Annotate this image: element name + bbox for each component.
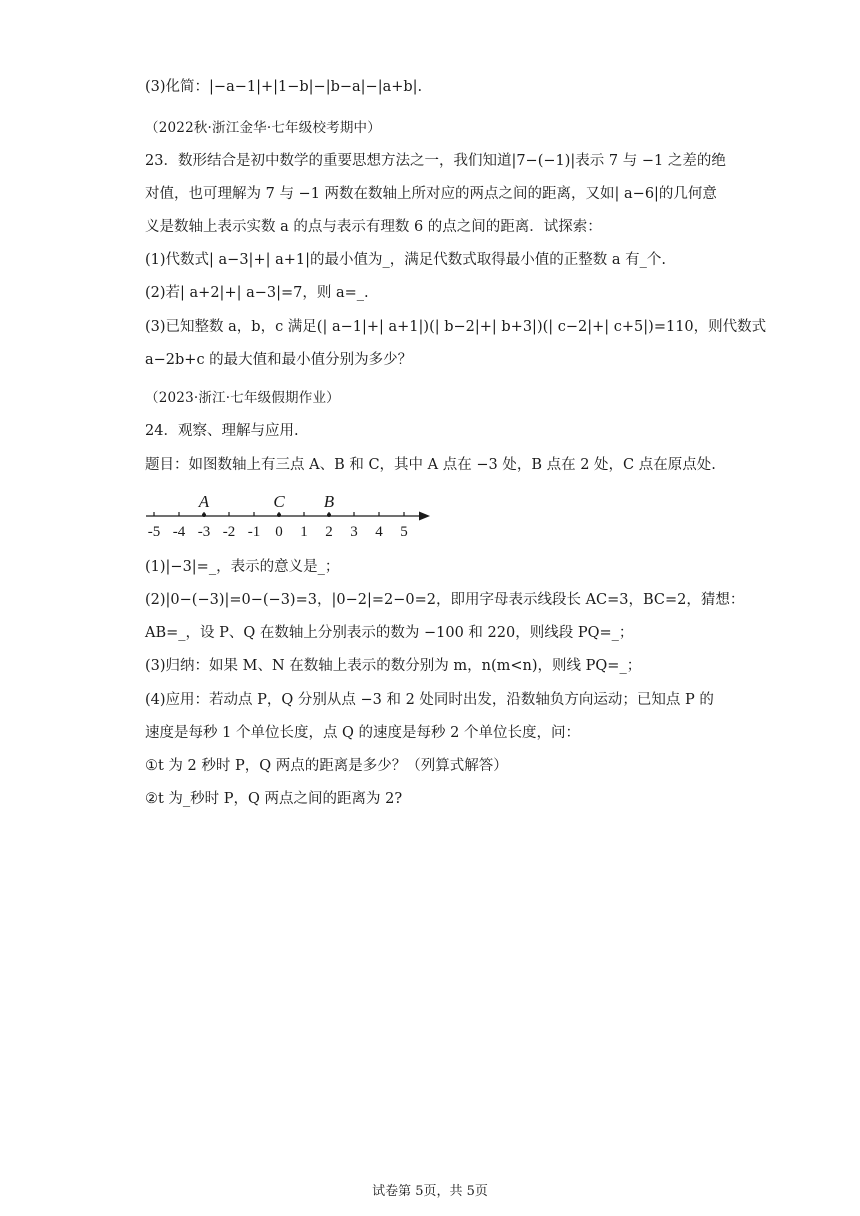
tick-label: 0: [275, 524, 283, 540]
source-note-1: （2022秋·浙江金华·七年级校考期中）: [145, 120, 381, 136]
q24-title: 24．观察、理解与应用.: [145, 423, 299, 439]
tick-label: -1: [247, 524, 261, 540]
tick-label: -3: [197, 524, 211, 540]
q23-part-3: (3)已知整数 a，b，c 满足(| a−1|+| a+1|)(| b−2|+| b+3|)(| c−2|+| c+5|)=110，则代数式: [145, 319, 767, 335]
q24-part-1: (1)|−3|=_，表示的意义是_；: [145, 559, 340, 575]
q24-part-2: (2)|0−(−3)|=0−(−3)=3，|0−2|=2−0=2，即用字母表示线段长 AC=3，BC=2，猜想：: [145, 592, 745, 608]
q23-part-1: (1)代数式| a−3|+| a+1|的最小值为_，满足代数式取得最小值的正整数 a 有_个.: [145, 252, 666, 268]
q24-part-4: (4)应用：若动点 P，Q 分别从点 −3 和 2 处同时出发，沿数轴负方向运动；已知点 P 的: [145, 692, 714, 708]
line-1: (3)化简：|−a−1|+|1−b|−|b−a|−|a+b|.: [145, 79, 423, 95]
tick-label: -2: [222, 524, 236, 540]
q24-subq-1: ①t 为 2 秒时 P，Q 两点的距离是多少？（列算式解答）: [145, 758, 508, 774]
number-line-arrow-icon: [419, 512, 430, 521]
q24-part-3: (3)归纳：如果 M、N 在数轴上表示的数分别为 m，n(m<n)，则线 PQ=_；: [145, 658, 642, 674]
q24-subq-2: ②t 为_秒时 P，Q 两点之间的距离为 2?: [145, 791, 403, 807]
q23-line-1: 23．数形结合是初中数学的重要思想方法之一，我们知道|7−(−1)|表示 7 与 −1 之差的绝: [145, 153, 726, 169]
q24-problem: 题目：如图数轴上有三点 A、B 和 C，其中 A 点在 −3 处，B 点在 2 处，C 点在原点处.: [145, 457, 716, 473]
point-label: A: [198, 492, 210, 511]
q23-part-2: (2)若| a+2|+| a−3|=7，则 a=_.: [145, 285, 369, 301]
source-note-2: （2023·浙江·七年级假期作业）: [145, 390, 340, 406]
point-dot: [202, 513, 206, 517]
number-line-figure: [140, 488, 440, 544]
tick-label: 5: [400, 524, 408, 540]
q23-part-3-cont: a−2b+c 的最大值和最小值分别为多少？: [145, 352, 413, 368]
tick-label: 3: [350, 524, 358, 540]
point-dot: [277, 513, 281, 517]
tick-label: -5: [147, 524, 161, 540]
tick-label: 2: [325, 524, 333, 540]
q24-part-4-cont: 速度是每秒 1 个单位长度，点 Q 的速度是每秒 2 个单位长度，问：: [145, 725, 580, 741]
point-label: C: [273, 492, 285, 511]
q23-line-3: 义是数轴上表示实数 a 的点与表示有理数 6 的点之间的距离．试探索：: [145, 219, 602, 235]
tick-label: -4: [172, 524, 186, 540]
tick-label: 4: [375, 524, 383, 540]
point-dot: [327, 513, 331, 517]
q24-part-2-cont: AB=_，设 P、Q 在数轴上分别表示的数为 −100 和 220，则线段 PQ=_；: [145, 625, 634, 641]
q23-line-2: 对值，也可理解为 7 与 −1 两数在数轴上所对应的两点之间的距离，又如| a−6|的几何意: [145, 186, 717, 202]
tick-label: 1: [300, 524, 308, 540]
point-label: B: [323, 492, 335, 511]
page-footer: 试卷第 5页，共 5页: [372, 1184, 488, 1199]
